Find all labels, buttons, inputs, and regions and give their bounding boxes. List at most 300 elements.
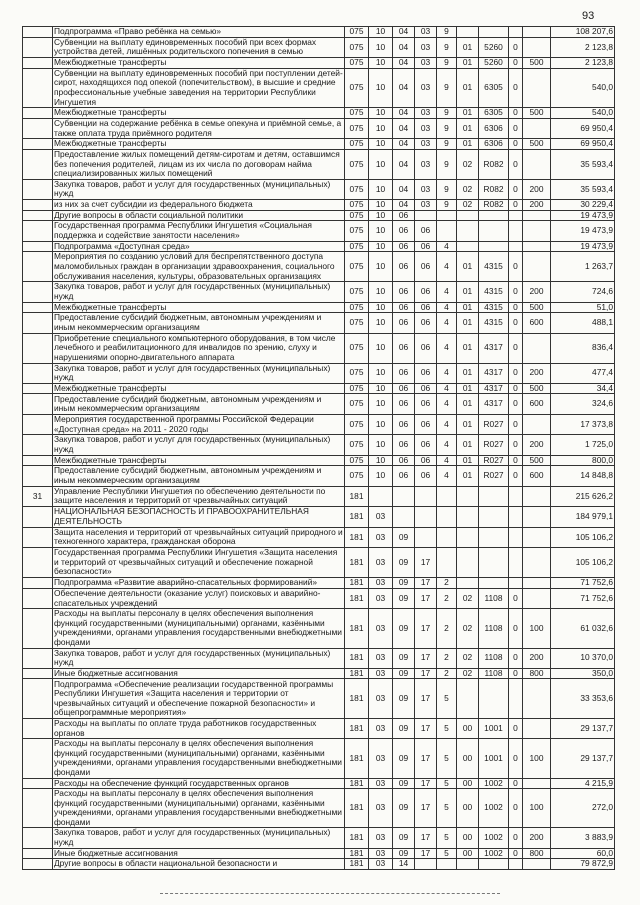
row-number-cell [23,302,53,313]
program-code-cell: 06 [415,383,437,394]
row-number-cell [23,200,53,211]
subprogram-code-cell: 4 [437,252,457,282]
admin-code-cell: 075 [345,139,369,150]
program-code-cell: 06 [415,302,437,313]
admin-code-cell: 181 [345,739,369,778]
item-name-cell: Межбюджетные трансферты [53,58,345,69]
expense-type-cell: 200 [523,200,551,211]
direction-code-cell: 1108 [479,668,509,679]
program-code-cell: 17 [415,548,437,578]
item-name-cell: Расходы на обеспечение функций государственных органов [53,778,345,789]
direction-code-cell: 4315 [479,313,509,334]
table-row [23,302,615,313]
extra-code-cell [509,679,523,719]
amount-cell: 14 848,8 [551,466,615,487]
program-code-cell: 17 [415,588,437,609]
row-number-cell [23,210,53,221]
measure-code-cell: 01 [457,333,479,363]
subprogram-code-cell: 5 [437,828,457,848]
admin-code-cell: 181 [345,486,369,507]
extra-code-cell: 0 [509,739,523,778]
subprogram-code-cell: 4 [437,455,457,466]
subprogram-code-cell: 9 [437,149,457,179]
admin-code-cell: 181 [345,588,369,609]
item-name-cell: Расходы на выплаты по оплате труда работников государственных органов [53,718,345,738]
subsection-code-cell: 14 [393,859,415,870]
measure-code-cell [457,527,479,548]
item-name-cell: Предоставление жилых помещений детям-сиротам и детям, оставшимся без попечения родителей, лицам из их числа по договорам найма специализированных жилых помещений [53,149,345,179]
item-name-cell: Расходы на выплаты персоналу в целях обеспечения выполнения функций государственными (муниципальными) органами, казёнными учреждениями, органами управления государственными внебюджетными фондами [53,739,345,778]
subsection-code-cell: 06 [393,313,415,334]
direction-code-cell: 4317 [479,363,509,383]
extra-code-cell: 0 [509,648,523,668]
program-code-cell [415,859,437,870]
item-name-cell: Межбюджетные трансферты [53,302,345,313]
section-code-cell: 10 [369,118,393,139]
subprogram-code-cell: 4 [437,333,457,363]
expense-type-cell: 600 [523,313,551,334]
expense-type-cell [523,859,551,870]
row-number-cell [23,27,53,38]
table-row [23,313,615,334]
direction-code-cell: 4315 [479,282,509,302]
expense-type-cell [523,548,551,578]
row-number-cell [23,668,53,679]
page-number: 93 [582,10,595,22]
item-name-cell: Предоставление субсидий бюджетным, автономным учреждениям и иным некоммерческим организациям [53,313,345,334]
table-row [23,648,615,668]
subsection-code-cell: 06 [393,241,415,252]
expense-type-cell: 600 [523,466,551,487]
table-row [23,363,615,383]
amount-cell: 3 883,9 [551,828,615,848]
direction-code-cell: 4315 [479,252,509,282]
expense-type-cell: 500 [523,58,551,69]
expense-type-cell: 200 [523,179,551,199]
subprogram-code-cell: 4 [437,302,457,313]
subprogram-code-cell: 9 [437,118,457,139]
admin-code-cell: 181 [345,789,369,828]
amount-cell: 60,0 [551,848,615,859]
direction-code-cell [479,507,509,528]
extra-code-cell: 0 [509,200,523,211]
subprogram-code-cell: 4 [437,363,457,383]
subprogram-code-cell: 5 [437,778,457,789]
measure-code-cell: 01 [457,455,479,466]
table-row [23,548,615,578]
item-name-cell: Субвенции на выплату единовременных пособий при всех формах устройства детей, лишённых родительского попечения в семью [53,37,345,58]
item-name-cell: Обеспечение деятельности (оказание услуг) поисковых и аварийно-спасательных учреждений [53,588,345,609]
direction-code-cell: 4315 [479,302,509,313]
admin-code-cell: 181 [345,668,369,679]
expense-type-cell [523,221,551,242]
admin-code-cell: 075 [345,241,369,252]
section-code-cell: 10 [369,302,393,313]
expense-type-cell [523,679,551,719]
subprogram-code-cell: 4 [437,241,457,252]
item-name-cell: Межбюджетные трансферты [53,139,345,150]
amount-cell: 71 752,6 [551,588,615,609]
expense-type-cell: 500 [523,302,551,313]
subprogram-code-cell [437,527,457,548]
section-code-cell: 10 [369,58,393,69]
amount-cell: 184 979,1 [551,507,615,528]
program-code-cell [415,527,437,548]
measure-code-cell: 02 [457,149,479,179]
admin-code-cell: 075 [345,414,369,435]
admin-code-cell: 075 [345,333,369,363]
measure-code-cell [457,859,479,870]
expense-type-cell [523,507,551,528]
row-number-cell [23,313,53,334]
program-code-cell: 17 [415,778,437,789]
section-code-cell: 10 [369,394,393,415]
admin-code-cell: 075 [345,149,369,179]
direction-code-cell: 5260 [479,58,509,69]
admin-code-cell: 181 [345,578,369,589]
direction-code-cell: 1002 [479,789,509,828]
expense-type-cell [523,27,551,38]
admin-code-cell: 075 [345,252,369,282]
row-number-cell [23,848,53,859]
section-code-cell: 10 [369,414,393,435]
item-name-cell: Межбюджетные трансферты [53,383,345,394]
table-row [23,527,615,548]
table-row [23,58,615,69]
amount-cell: 17 373,8 [551,414,615,435]
program-code-cell [415,507,437,528]
amount-cell: 324,6 [551,394,615,415]
table-row [23,828,615,848]
amount-cell: 4 215,9 [551,778,615,789]
subprogram-code-cell: 5 [437,848,457,859]
item-name-cell: Государственная программа Республики Ингушетия «Социальная поддержка и содействие занятости населения» [53,221,345,242]
expense-type-cell [523,252,551,282]
amount-cell: 272,0 [551,789,615,828]
item-name-cell: из них за счет субсидии из федерального бюджета [53,200,345,211]
amount-cell: 29 137,7 [551,718,615,738]
section-code-cell: 03 [369,548,393,578]
subprogram-code-cell: 5 [437,718,457,738]
row-number-cell [23,414,53,435]
section-code-cell: 03 [369,848,393,859]
extra-code-cell: 0 [509,58,523,69]
measure-code-cell: 00 [457,789,479,828]
extra-code-cell: 0 [509,828,523,848]
item-name-cell: Расходы на выплаты персоналу в целях обеспечения выполнения функций государственными (муниципальными) органами, казёнными учреждениями, органами управления государственными внебюджетными фондами [53,789,345,828]
table-row [23,507,615,528]
extra-code-cell: 0 [509,778,523,789]
amount-cell: 105 106,2 [551,548,615,578]
extra-code-cell [509,548,523,578]
admin-code-cell: 075 [345,210,369,221]
admin-code-cell: 075 [345,383,369,394]
section-code-cell: 03 [369,527,393,548]
table-row [23,455,615,466]
program-code-cell: 06 [415,313,437,334]
direction-code-cell [479,548,509,578]
program-code-cell: 03 [415,58,437,69]
direction-code-cell [479,578,509,589]
table-row [23,789,615,828]
row-number-cell [23,221,53,242]
admin-code-cell: 075 [345,313,369,334]
row-number-cell [23,37,53,58]
amount-cell: 29 137,7 [551,739,615,778]
subsection-code-cell: 04 [393,108,415,119]
measure-code-cell: 02 [457,609,479,648]
subsection-code-cell: 06 [393,210,415,221]
admin-code-cell: 075 [345,394,369,415]
table-body [23,27,615,870]
measure-code-cell: 01 [457,394,479,415]
direction-code-cell: 1108 [479,609,509,648]
section-code-cell: 10 [369,435,393,455]
subprogram-code-cell: 4 [437,414,457,435]
subsection-code-cell: 04 [393,37,415,58]
row-number-cell [23,828,53,848]
subprogram-code-cell: 4 [437,313,457,334]
admin-code-cell: 181 [345,679,369,719]
table-row [23,108,615,119]
item-name-cell: Подпрограмма «Доступная среда» [53,241,345,252]
measure-code-cell: 01 [457,363,479,383]
subprogram-code-cell [437,859,457,870]
table-row [23,252,615,282]
subprogram-code-cell: 2 [437,668,457,679]
amount-cell: 2 123,8 [551,37,615,58]
extra-code-cell: 0 [509,466,523,487]
program-code-cell: 03 [415,200,437,211]
extra-code-cell: 0 [509,668,523,679]
subsection-code-cell: 06 [393,252,415,282]
section-code-cell: 03 [369,609,393,648]
row-number-cell [23,333,53,363]
table-row [23,859,615,870]
table-row [23,27,615,38]
section-code-cell: 10 [369,37,393,58]
extra-code-cell: 0 [509,108,523,119]
section-code-cell: 10 [369,383,393,394]
amount-cell: 350,0 [551,668,615,679]
subprogram-code-cell [437,221,457,242]
subsection-code-cell: 04 [393,179,415,199]
expense-type-cell: 500 [523,139,551,150]
expense-type-cell: 800 [523,668,551,679]
admin-code-cell: 181 [345,548,369,578]
section-code-cell: 03 [369,668,393,679]
direction-code-cell: R027 [479,435,509,455]
expense-type-cell [523,118,551,139]
subsection-code-cell [393,507,415,528]
subsection-code-cell: 06 [393,394,415,415]
item-name-cell: Иные бюджетные ассигнования [53,848,345,859]
program-code-cell [415,486,437,507]
item-name-cell: Закупка товаров, работ и услуг для государственных (муниципальных) нужд [53,282,345,302]
row-number-cell [23,179,53,199]
row-number-cell [23,252,53,282]
program-code-cell: 06 [415,363,437,383]
measure-code-cell: 01 [457,37,479,58]
direction-code-cell: 4317 [479,333,509,363]
subprogram-code-cell: 2 [437,588,457,609]
program-code-cell: 17 [415,789,437,828]
measure-code-cell: 01 [457,108,479,119]
expense-type-cell [523,68,551,108]
expense-type-cell [523,718,551,738]
subsection-code-cell: 06 [393,414,415,435]
program-code-cell: 03 [415,37,437,58]
table-row [23,778,615,789]
direction-code-cell: 6305 [479,108,509,119]
subsection-code-cell: 04 [393,68,415,108]
amount-cell: 30 229,4 [551,200,615,211]
subsection-code-cell: 06 [393,302,415,313]
row-number-cell [23,118,53,139]
measure-code-cell: 02 [457,588,479,609]
extra-code-cell: 0 [509,414,523,435]
amount-cell: 10 370,0 [551,648,615,668]
extra-code-cell: 0 [509,68,523,108]
measure-code-cell: 01 [457,252,479,282]
direction-code-cell: 1002 [479,828,509,848]
section-code-cell: 10 [369,149,393,179]
measure-code-cell: 01 [457,414,479,435]
row-number-cell [23,718,53,738]
subsection-code-cell: 09 [393,609,415,648]
row-number-cell [23,68,53,108]
amount-cell: 2 123,8 [551,58,615,69]
section-code-cell: 03 [369,718,393,738]
section-code-cell: 03 [369,828,393,848]
amount-cell: 724,6 [551,282,615,302]
expense-type-cell: 600 [523,394,551,415]
item-name-cell: Мероприятия государственной программы Российской Федерации «Доступная среда» на 2011 - 2020 годы [53,414,345,435]
direction-code-cell [479,27,509,38]
section-code-cell: 10 [369,363,393,383]
admin-code-cell: 075 [345,118,369,139]
program-code-cell: 17 [415,668,437,679]
section-code-cell: 10 [369,241,393,252]
admin-code-cell: 075 [345,27,369,38]
amount-cell: 71 752,6 [551,578,615,589]
item-name-cell: НАЦИОНАЛЬНАЯ БЕЗОПАСНОСТЬ И ПРАВООХРАНИТЕЛЬНАЯ ДЕЯТЕЛЬНОСТЬ [53,507,345,528]
expense-type-cell: 200 [523,435,551,455]
row-number-cell [23,139,53,150]
expense-type-cell [523,778,551,789]
expense-type-cell [523,241,551,252]
extra-code-cell [509,210,523,221]
extra-code-cell [509,241,523,252]
subprogram-code-cell: 4 [437,435,457,455]
extra-code-cell: 0 [509,282,523,302]
table-row [23,668,615,679]
amount-cell: 540,0 [551,108,615,119]
measure-code-cell: 00 [457,778,479,789]
table-row [23,848,615,859]
subsection-code-cell: 09 [393,789,415,828]
section-code-cell: 03 [369,859,393,870]
subprogram-code-cell [437,507,457,528]
extra-code-cell: 0 [509,435,523,455]
program-code-cell: 17 [415,848,437,859]
subsection-code-cell: 06 [393,221,415,242]
amount-cell: 19 473,9 [551,210,615,221]
extra-code-cell [509,527,523,548]
program-code-cell: 03 [415,27,437,38]
amount-cell: 69 950,4 [551,118,615,139]
amount-cell: 488,1 [551,313,615,334]
table-row [23,588,615,609]
expense-type-cell [523,588,551,609]
table-row [23,718,615,738]
subsection-code-cell: 06 [393,363,415,383]
subsection-code-cell: 09 [393,718,415,738]
table-row [23,394,615,415]
extra-code-cell [509,578,523,589]
measure-code-cell: 01 [457,68,479,108]
extra-code-cell: 0 [509,848,523,859]
extra-code-cell: 0 [509,789,523,828]
extra-code-cell: 0 [509,149,523,179]
section-code-cell: 10 [369,252,393,282]
direction-code-cell [479,486,509,507]
row-number-cell [23,108,53,119]
table-row [23,435,615,455]
item-name-cell: Подпрограмма «Право ребёнка на семью» [53,27,345,38]
amount-cell: 540,0 [551,68,615,108]
item-name-cell: Мероприятия по созданию условий для беспрепятственного доступа маломобильных граждан в организации здравоохранения, социального обслуживания населения, культуры, образовательных организациях [53,252,345,282]
table-row [23,333,615,363]
section-code-cell: 10 [369,333,393,363]
admin-code-cell: 075 [345,282,369,302]
subsection-code-cell: 09 [393,648,415,668]
subprogram-code-cell: 9 [437,139,457,150]
extra-code-cell [509,27,523,38]
subsection-code-cell: 06 [393,333,415,363]
item-name-cell: Иные бюджетные ассигнования [53,668,345,679]
subprogram-code-cell: 5 [437,739,457,778]
row-number-cell [23,241,53,252]
table-row [23,679,615,719]
measure-code-cell [457,210,479,221]
subsection-code-cell: 09 [393,578,415,589]
amount-cell: 19 473,9 [551,241,615,252]
program-code-cell: 03 [415,139,437,150]
row-number-cell [23,383,53,394]
subsection-code-cell: 09 [393,848,415,859]
program-code-cell: 06 [415,394,437,415]
program-code-cell: 06 [415,333,437,363]
direction-code-cell: 4317 [479,394,509,415]
subsection-code-cell: 09 [393,548,415,578]
extra-code-cell: 0 [509,455,523,466]
section-code-cell: 10 [369,68,393,108]
program-code-cell: 06 [415,241,437,252]
measure-code-cell: 02 [457,179,479,199]
direction-code-cell: 1002 [479,778,509,789]
direction-code-cell: 4317 [479,383,509,394]
direction-code-cell [479,241,509,252]
program-code-cell: 06 [415,221,437,242]
amount-cell: 1 263,7 [551,252,615,282]
table-row [23,210,615,221]
program-code-cell: 17 [415,739,437,778]
program-code-cell: 17 [415,648,437,668]
measure-code-cell: 00 [457,828,479,848]
subprogram-code-cell [437,548,457,578]
expense-type-cell: 500 [523,383,551,394]
